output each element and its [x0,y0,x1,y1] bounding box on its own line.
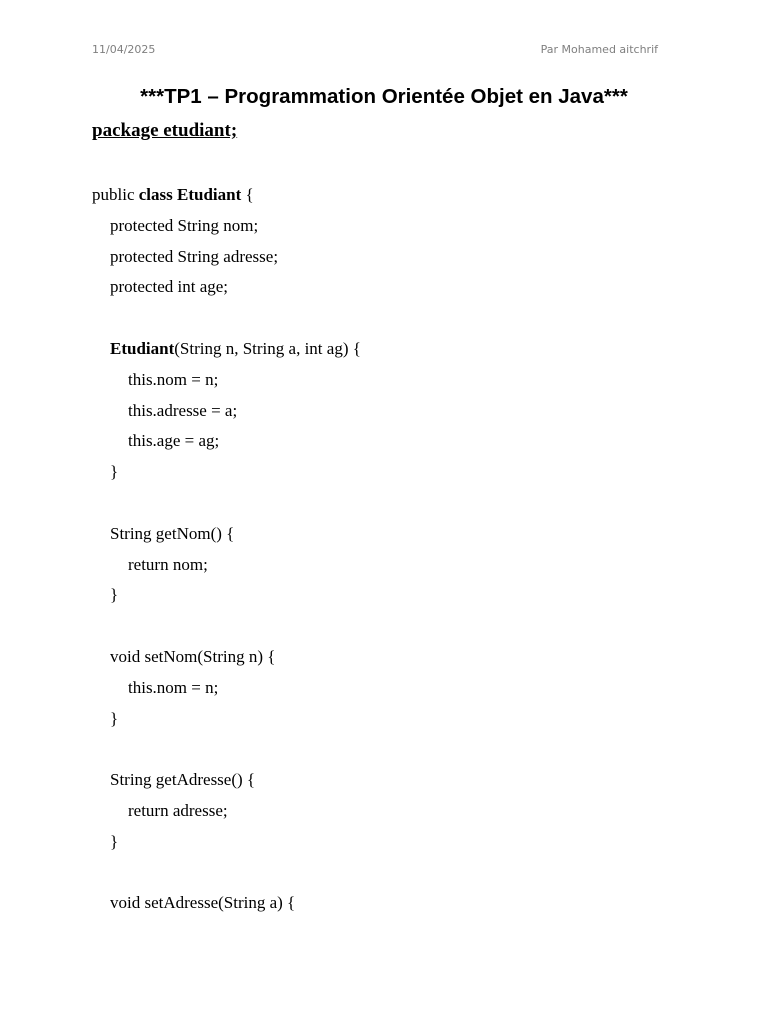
closing-brace: } [110,585,119,605]
closing-brace: } [110,831,119,851]
blank-line [92,303,361,334]
field-nom: protected String nom; [110,215,259,235]
blank-line [92,858,361,889]
constructor-body-line: this.age = ag; [128,431,220,451]
closing-brace: } [110,708,119,728]
getadresse-signature: String getAdresse() { [110,770,256,790]
constructor-signature [92,334,361,365]
document-title: ***TP1 – Programmation Orientée Objet en Java*** [140,85,628,108]
class-name: Etudiant [177,185,242,204]
constructor-body-line: this.adresse = a; [128,400,238,420]
setnom-body: this.nom = n; [128,677,219,697]
package-heading: package etudiant; [92,120,238,141]
field-age: protected int age; [110,277,229,297]
blank-line [92,734,361,765]
field-adresse: protected String adresse; [110,246,279,266]
header-author: Par Mohamed aitchrif [540,43,658,56]
class-keyword: class [138,185,173,204]
class-decl-suffix: { [241,185,254,204]
setnom-signature: void setNom(String n) { [110,646,276,666]
code-listing [92,180,361,919]
blank-line [92,611,361,642]
header-date: 11/04/2025 [92,43,156,56]
setadresse-signature: void setAdresse(String a) { [110,893,296,913]
getnom-body: return nom; [128,554,208,574]
blank-line [92,488,361,519]
constructor-params: (String n, String a, int ag) { [174,338,361,358]
closing-brace: } [110,462,119,482]
constructor-name: Etudiant [110,338,175,358]
constructor-body-line: this.nom = n; [128,369,219,389]
class-decl-prefix: public [92,185,139,204]
class-declaration [92,180,361,211]
getnom-signature: String getNom() { [110,523,235,543]
getadresse-body: return adresse; [128,800,228,820]
